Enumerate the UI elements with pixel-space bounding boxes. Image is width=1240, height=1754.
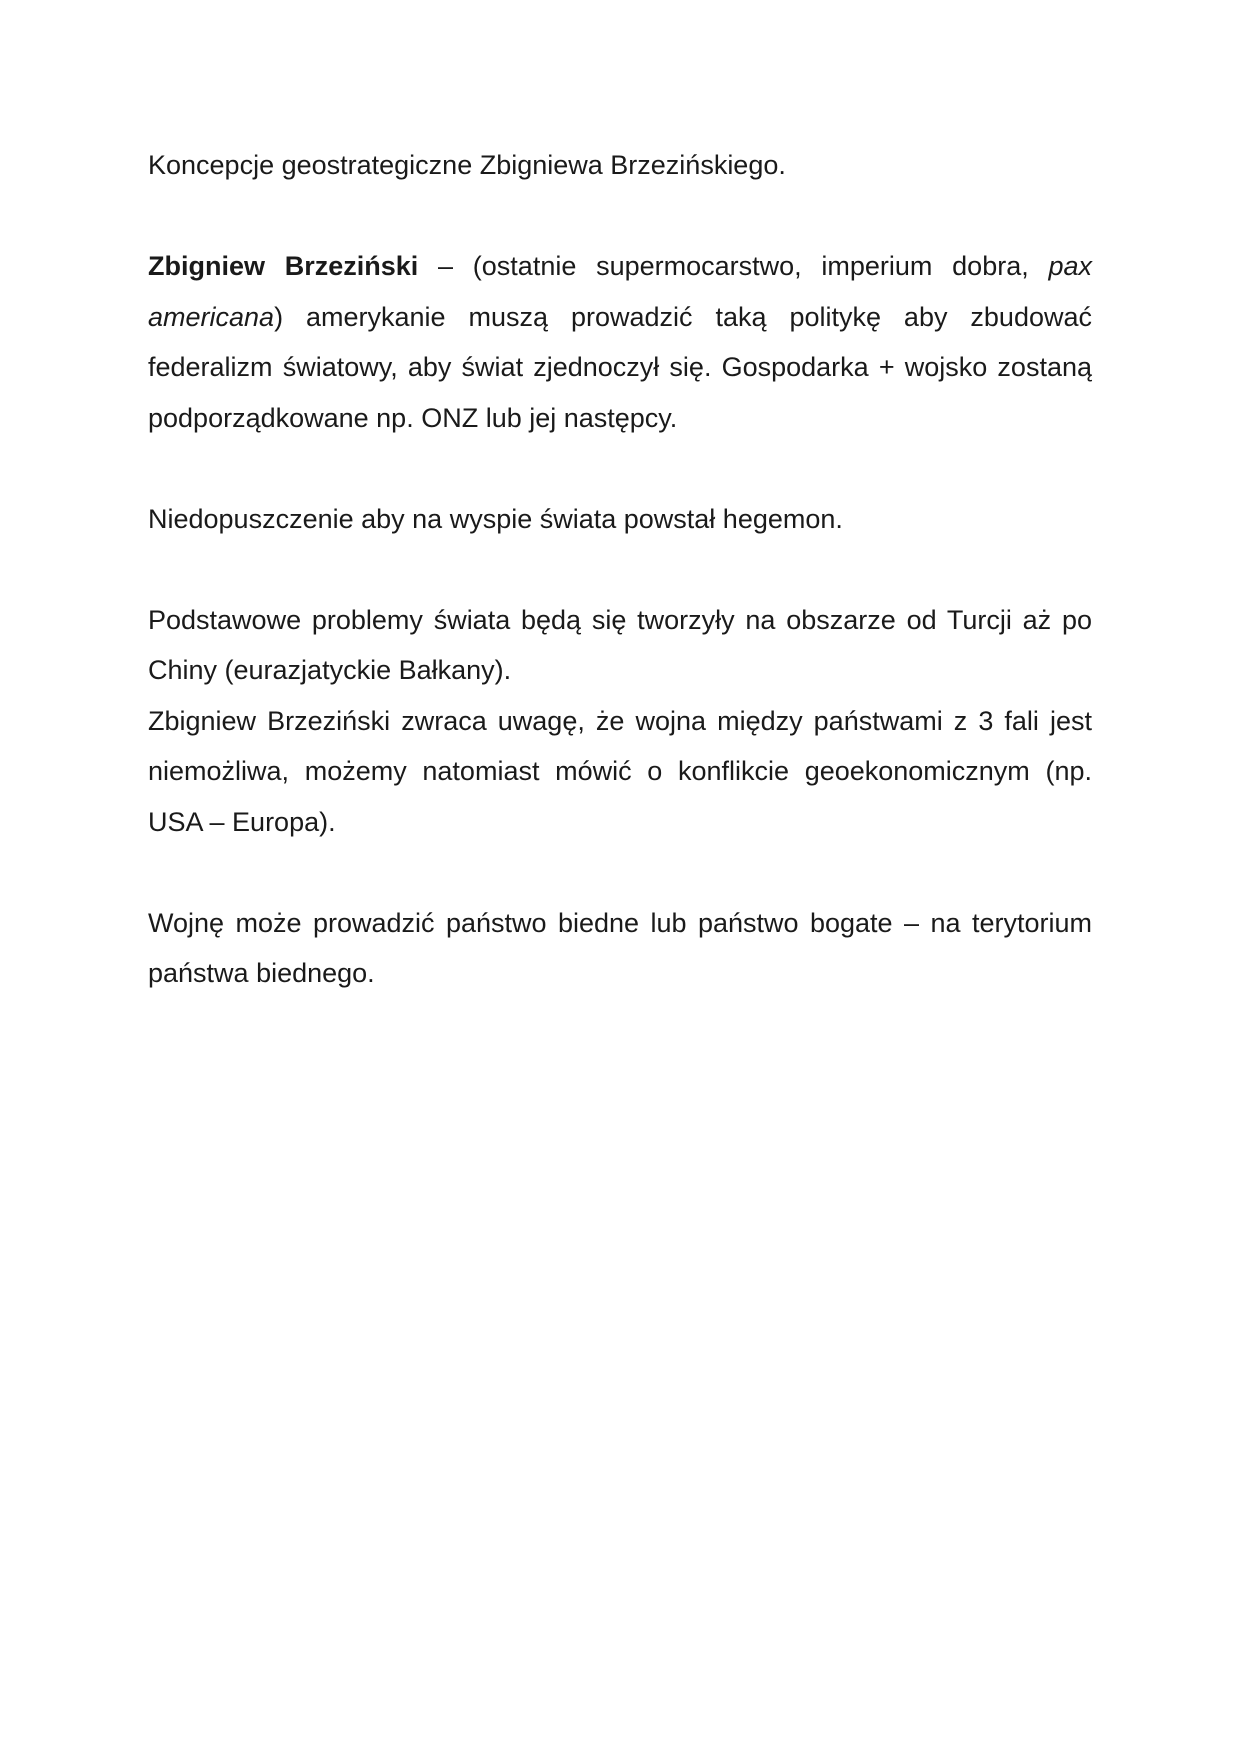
paragraph-spacer [148,847,1092,898]
paragraph-spacer [148,443,1092,494]
paragraph-text: – (ostatnie supermocarstwo, imperium dobra, [418,251,1049,281]
paragraph-geoeconomic: Zbigniew Brzeziński zwraca uwagę, że wojna między państwami z 3 fali jest niemożliwa, możemy natomiast mówić o konflikcie geoekonomicznym (np. USA – Europa). [148,705,1092,837]
italic-term: pax americana [148,251,1093,332]
paragraph-problems: Podstawowe problemy świata będą się tworzyły na obszarze od Turcji aż po Chiny (eurazjatyckie Bałkany). [148,604,1092,685]
document-title: Koncepcje geostrategiczne Zbigniewa Brzezińskiego. [148,150,786,180]
document-body [148,140,1092,999]
paragraph-spacer [148,191,1092,242]
bold-name: Zbigniew Brzeziński [148,251,419,281]
paragraph-brzezinski-intro [148,241,1092,443]
paragraph-spacer [148,544,1092,595]
paragraph-hegemon: Niedopuszczenie aby na wyspie świata powstał hegemon. [148,503,843,534]
paragraph-text: ) amerykanie muszą prowadzić taką politykę aby zbudować federalizm światowy, aby świat zjednoczył się. Gospodarka + wojsko zostaną podporządkowane np. ONZ lub jej następcy. [148,301,1092,433]
paragraph-war: Wojnę może prowadzić państwo biedne lub państwo bogate – na terytorium państwa biednego. [148,907,1092,988]
